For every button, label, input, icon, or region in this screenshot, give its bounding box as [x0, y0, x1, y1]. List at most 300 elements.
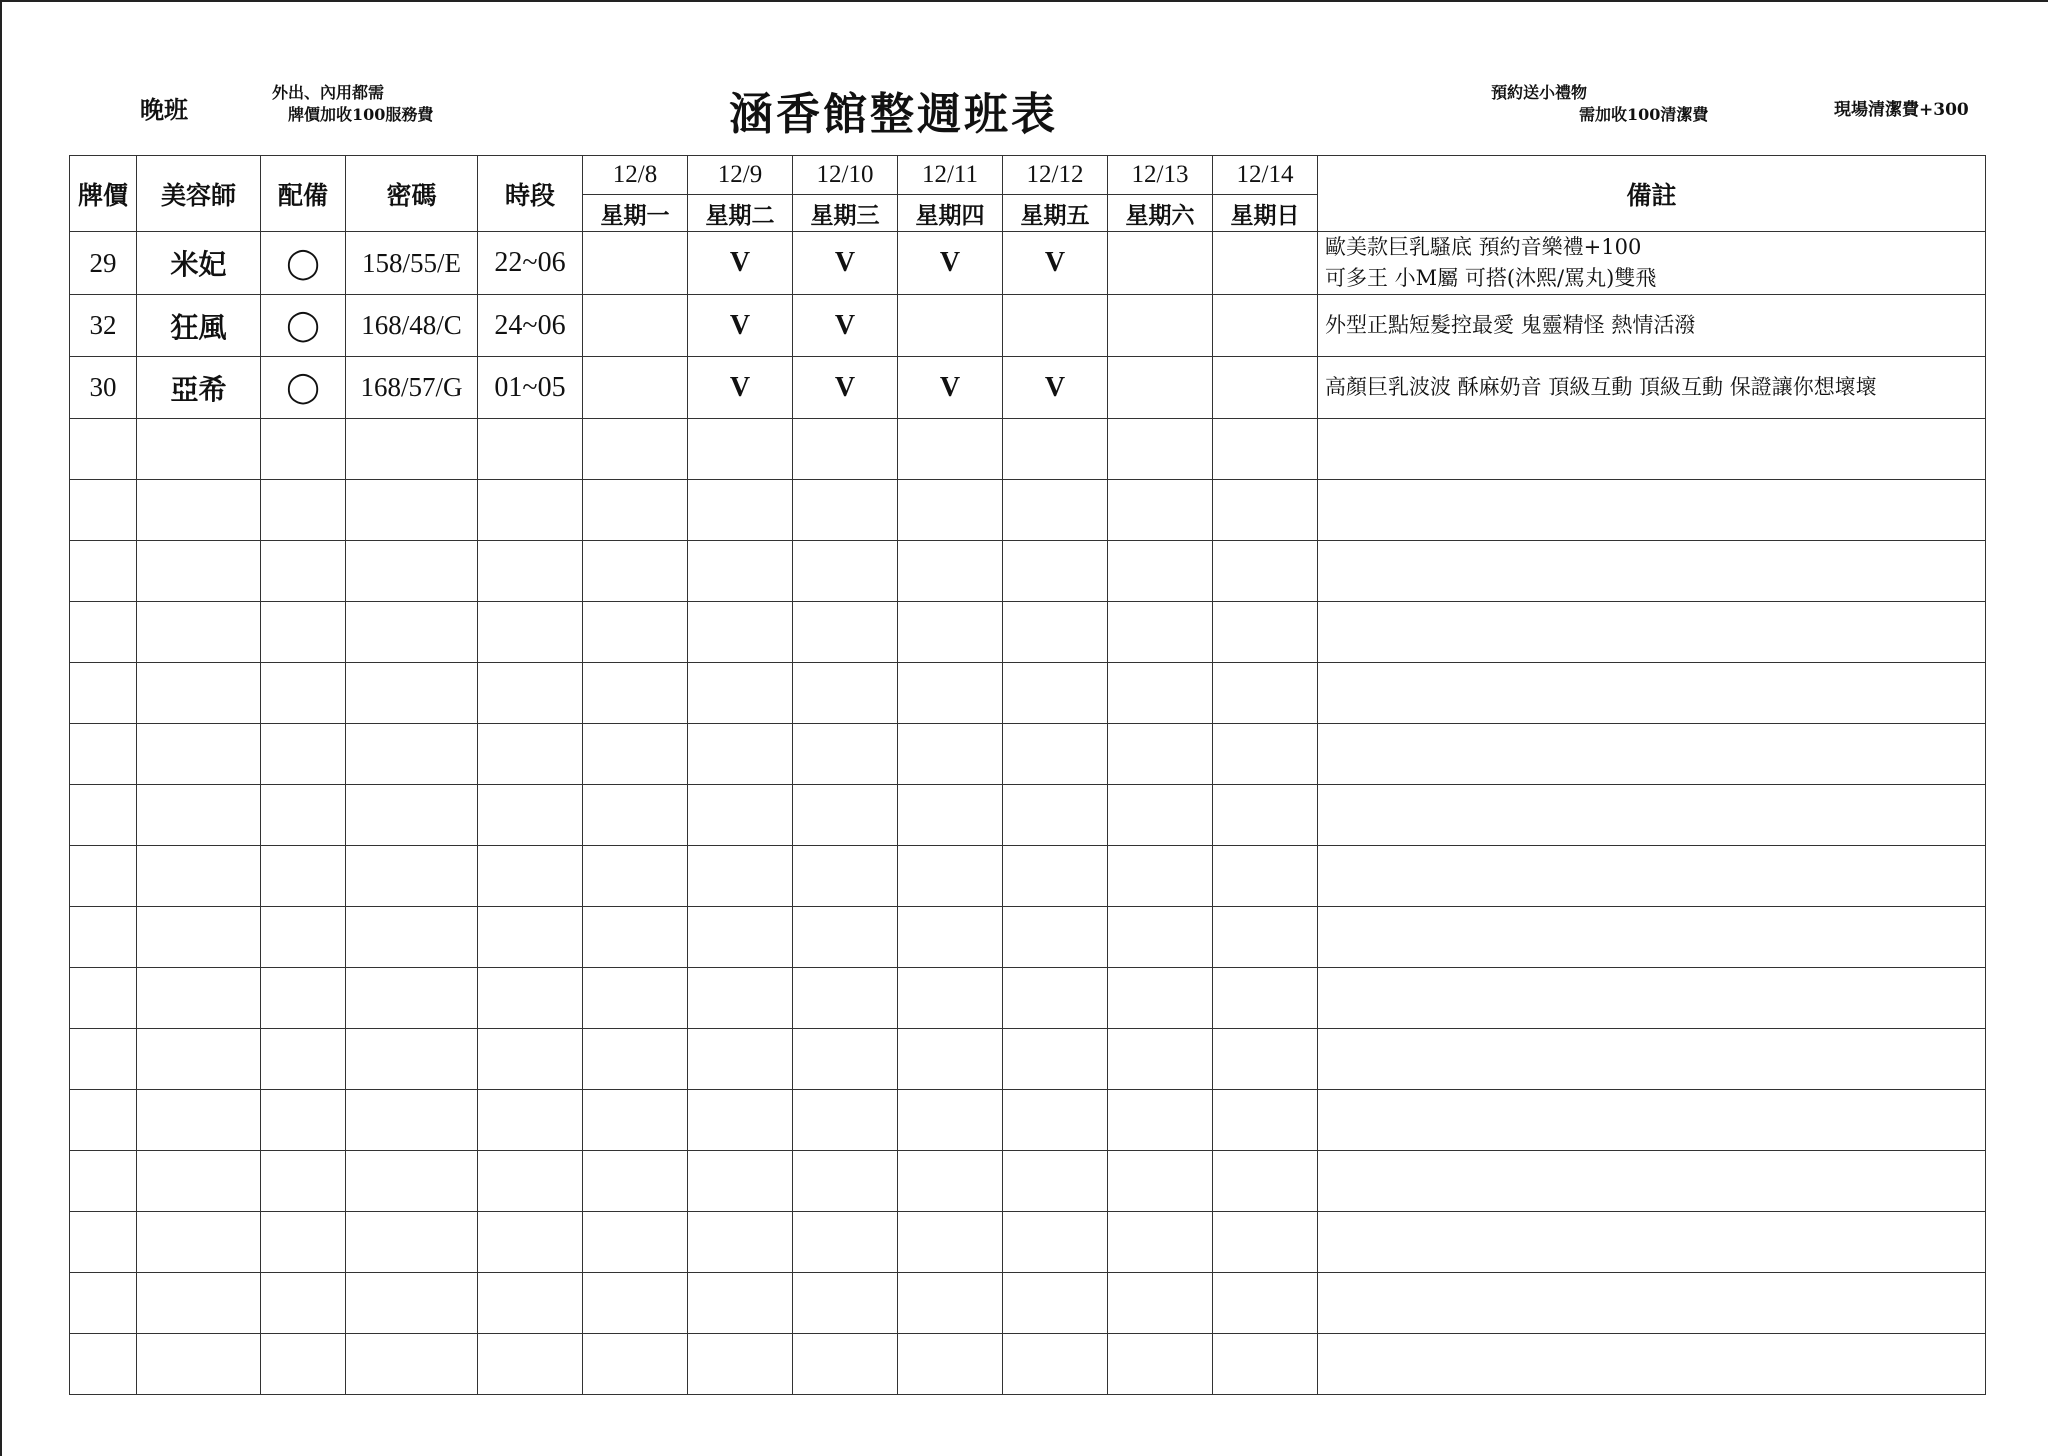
- day-shift-cell: V: [898, 232, 1003, 295]
- empty-cell: [137, 846, 261, 907]
- empty-cell: [898, 1273, 1003, 1334]
- empty-cell: [793, 663, 898, 724]
- remarks-cell: [1318, 232, 1986, 295]
- empty-cell: [793, 968, 898, 1029]
- empty-cell: [261, 1212, 346, 1273]
- empty-cell: [70, 1273, 137, 1334]
- code-cell: 168/48/C: [346, 295, 478, 357]
- day-shift-cell: [1003, 295, 1108, 357]
- empty-cell: [688, 663, 793, 724]
- empty-cell: [261, 419, 346, 480]
- empty-cell: [583, 1212, 688, 1273]
- day-shift-cell: [1213, 295, 1318, 357]
- empty-cell: [1318, 907, 1986, 968]
- empty-cell: [346, 1212, 478, 1273]
- empty-cell: [70, 785, 137, 846]
- remarks-line: 可多王 小M屬 可搭(沐熙/罵丸)雙飛: [1325, 266, 1657, 290]
- stylist-cell: 米妃: [137, 232, 261, 295]
- empty-cell: [137, 724, 261, 785]
- price-cell: 29: [70, 232, 137, 295]
- column-header-date: 12/13: [1108, 156, 1213, 195]
- stylist-cell: 亞希: [137, 357, 261, 419]
- empty-cell: [1003, 1029, 1108, 1090]
- empty-cell: [261, 785, 346, 846]
- empty-cell: [70, 907, 137, 968]
- empty-cell: [1318, 1029, 1986, 1090]
- accessory-circle-icon: ◯: [261, 357, 346, 419]
- empty-table-row: [70, 785, 1986, 846]
- empty-cell: [1108, 541, 1213, 602]
- column-header-weekday: 星期五: [1003, 195, 1108, 232]
- empty-cell: [898, 663, 1003, 724]
- empty-cell: [1003, 602, 1108, 663]
- day-shift-cell: [1108, 295, 1213, 357]
- empty-cell: [898, 846, 1003, 907]
- empty-cell: [793, 724, 898, 785]
- empty-cell: [346, 1029, 478, 1090]
- empty-cell: [1108, 480, 1213, 541]
- empty-cell: [688, 480, 793, 541]
- day-shift-cell: V: [793, 295, 898, 357]
- column-header-weekday: 星期日: [1213, 195, 1318, 232]
- empty-table-row: [70, 480, 1986, 541]
- empty-cell: [1213, 724, 1318, 785]
- service-fee-note: [272, 82, 433, 126]
- empty-cell: [793, 419, 898, 480]
- column-header-date: 12/8: [583, 156, 688, 195]
- empty-cell: [793, 480, 898, 541]
- empty-cell: [898, 1334, 1003, 1395]
- empty-table-row: [70, 1212, 1986, 1273]
- empty-cell: [583, 1334, 688, 1395]
- day-shift-cell: [583, 357, 688, 419]
- empty-cell: [346, 846, 478, 907]
- empty-cell: [688, 724, 793, 785]
- empty-cell: [1318, 1273, 1986, 1334]
- empty-cell: [1003, 419, 1108, 480]
- day-shift-cell: [1108, 232, 1213, 295]
- empty-cell: [688, 419, 793, 480]
- day-shift-cell: V: [688, 295, 793, 357]
- empty-cell: [346, 724, 478, 785]
- empty-cell: [478, 480, 583, 541]
- empty-cell: [1003, 1273, 1108, 1334]
- column-header-code: 密碼: [346, 156, 478, 232]
- empty-cell: [261, 846, 346, 907]
- day-shift-cell: V: [688, 357, 793, 419]
- code-cell: 158/55/E: [346, 232, 478, 295]
- empty-cell: [1213, 663, 1318, 724]
- empty-cell: [793, 1090, 898, 1151]
- empty-cell: [898, 1212, 1003, 1273]
- empty-table-row: [70, 1151, 1986, 1212]
- empty-cell: [1213, 968, 1318, 1029]
- empty-cell: [478, 907, 583, 968]
- empty-cell: [1318, 1334, 1986, 1395]
- empty-cell: [261, 663, 346, 724]
- empty-cell: [346, 419, 478, 480]
- empty-cell: [898, 419, 1003, 480]
- shift-label: 晚班: [140, 95, 188, 124]
- empty-cell: [70, 663, 137, 724]
- empty-cell: [688, 1151, 793, 1212]
- price-cell: 30: [70, 357, 137, 419]
- empty-cell: [1318, 724, 1986, 785]
- empty-cell: [478, 663, 583, 724]
- empty-table-row: [70, 724, 1986, 785]
- empty-cell: [898, 724, 1003, 785]
- empty-cell: [688, 968, 793, 1029]
- service-fee-note-line: 外出、內用都需: [272, 83, 385, 102]
- empty-cell: [346, 663, 478, 724]
- empty-cell: [1108, 846, 1213, 907]
- empty-cell: [137, 663, 261, 724]
- empty-cell: [137, 1212, 261, 1273]
- empty-cell: [478, 602, 583, 663]
- empty-cell: [898, 1029, 1003, 1090]
- empty-cell: [70, 846, 137, 907]
- empty-cell: [793, 541, 898, 602]
- empty-cell: [70, 1212, 137, 1273]
- empty-cell: [261, 541, 346, 602]
- empty-cell: [1108, 1090, 1213, 1151]
- empty-cell: [137, 785, 261, 846]
- table-row: [70, 357, 1986, 419]
- empty-cell: [346, 602, 478, 663]
- empty-cell: [1003, 846, 1108, 907]
- empty-cell: [793, 785, 898, 846]
- empty-cell: [70, 1090, 137, 1151]
- empty-cell: [478, 541, 583, 602]
- empty-cell: [1003, 1212, 1108, 1273]
- empty-cell: [478, 724, 583, 785]
- empty-cell: [1003, 724, 1108, 785]
- column-header-time-slot: 時段: [478, 156, 583, 232]
- empty-table-row: [70, 1029, 1986, 1090]
- empty-cell: [478, 785, 583, 846]
- empty-cell: [688, 846, 793, 907]
- remarks-cell: [1318, 357, 1986, 419]
- empty-table-row: [70, 1273, 1986, 1334]
- empty-cell: [1003, 663, 1108, 724]
- empty-cell: [1318, 1090, 1986, 1151]
- table-row: [70, 295, 1986, 357]
- empty-cell: [1108, 1212, 1213, 1273]
- empty-cell: [346, 1334, 478, 1395]
- empty-cell: [346, 1151, 478, 1212]
- empty-cell: [793, 1334, 898, 1395]
- empty-cell: [688, 1090, 793, 1151]
- time-slot-cell: 01~05: [478, 357, 583, 419]
- empty-cell: [1108, 1029, 1213, 1090]
- empty-cell: [1108, 1334, 1213, 1395]
- empty-cell: [261, 480, 346, 541]
- empty-cell: [1213, 1151, 1318, 1212]
- empty-cell: [1003, 968, 1108, 1029]
- empty-cell: [1003, 541, 1108, 602]
- empty-cell: [793, 602, 898, 663]
- empty-cell: [688, 907, 793, 968]
- empty-cell: [688, 785, 793, 846]
- empty-table-row: [70, 1090, 1986, 1151]
- empty-cell: [1213, 846, 1318, 907]
- empty-cell: [1318, 1212, 1986, 1273]
- empty-cell: [1213, 480, 1318, 541]
- day-shift-cell: V: [793, 357, 898, 419]
- empty-cell: [1318, 541, 1986, 602]
- empty-cell: [70, 724, 137, 785]
- empty-cell: [261, 1273, 346, 1334]
- empty-cell: [478, 968, 583, 1029]
- column-header-price: 牌價: [70, 156, 137, 232]
- empty-cell: [1213, 1090, 1318, 1151]
- empty-cell: [688, 541, 793, 602]
- empty-cell: [793, 1273, 898, 1334]
- empty-table-row: [70, 968, 1986, 1029]
- column-header-date: 12/9: [688, 156, 793, 195]
- empty-table-row: [70, 419, 1986, 480]
- empty-cell: [1213, 1273, 1318, 1334]
- empty-cell: [583, 785, 688, 846]
- empty-cell: [1318, 968, 1986, 1029]
- empty-cell: [583, 1029, 688, 1090]
- empty-cell: [1318, 602, 1986, 663]
- empty-cell: [1108, 663, 1213, 724]
- empty-cell: [583, 602, 688, 663]
- empty-cell: [688, 1334, 793, 1395]
- empty-cell: [1213, 785, 1318, 846]
- day-shift-cell: V: [1003, 232, 1108, 295]
- cleaning-fee-note: 現場清潔費+300: [1834, 100, 1969, 120]
- empty-cell: [1108, 1273, 1213, 1334]
- stylist-cell: 狂風: [137, 295, 261, 357]
- column-header-date: 12/14: [1213, 156, 1318, 195]
- empty-cell: [1213, 907, 1318, 968]
- gift-note-line: 預約送小禮物: [1491, 83, 1588, 102]
- remarks-line: 外型正點短髮控最愛 鬼靈精怪 熱情活潑: [1325, 313, 1696, 337]
- empty-table-row: [70, 602, 1986, 663]
- empty-cell: [583, 724, 688, 785]
- service-fee-note-line: 牌價加收100服務費: [288, 105, 434, 124]
- empty-cell: [1108, 785, 1213, 846]
- remarks-cell: [1318, 295, 1986, 357]
- empty-cell: [583, 480, 688, 541]
- empty-cell: [1108, 419, 1213, 480]
- empty-cell: [346, 968, 478, 1029]
- empty-cell: [346, 480, 478, 541]
- accessory-circle-icon: ◯: [261, 295, 346, 357]
- empty-cell: [261, 1029, 346, 1090]
- empty-table-row: [70, 663, 1986, 724]
- empty-cell: [478, 1334, 583, 1395]
- empty-cell: [583, 1090, 688, 1151]
- empty-cell: [346, 541, 478, 602]
- weekly-schedule-table: [69, 155, 1986, 1395]
- empty-cell: [1318, 663, 1986, 724]
- empty-cell: [261, 1151, 346, 1212]
- empty-table-row: [70, 541, 1986, 602]
- empty-cell: [70, 968, 137, 1029]
- empty-cell: [346, 1273, 478, 1334]
- empty-cell: [137, 968, 261, 1029]
- empty-cell: [583, 1273, 688, 1334]
- empty-cell: [137, 480, 261, 541]
- column-header-weekday: 星期四: [898, 195, 1003, 232]
- empty-cell: [70, 480, 137, 541]
- empty-cell: [1213, 419, 1318, 480]
- empty-cell: [1108, 724, 1213, 785]
- empty-cell: [1213, 602, 1318, 663]
- day-shift-cell: [1108, 357, 1213, 419]
- empty-cell: [1318, 1151, 1986, 1212]
- empty-cell: [1003, 1090, 1108, 1151]
- empty-cell: [583, 846, 688, 907]
- empty-cell: [70, 541, 137, 602]
- empty-cell: [1108, 968, 1213, 1029]
- empty-cell: [478, 1090, 583, 1151]
- empty-cell: [793, 846, 898, 907]
- empty-cell: [261, 907, 346, 968]
- empty-cell: [1003, 1334, 1108, 1395]
- empty-cell: [261, 968, 346, 1029]
- empty-cell: [1003, 480, 1108, 541]
- empty-cell: [793, 907, 898, 968]
- empty-cell: [261, 724, 346, 785]
- empty-cell: [583, 419, 688, 480]
- empty-cell: [793, 1212, 898, 1273]
- empty-cell: [70, 602, 137, 663]
- day-shift-cell: V: [898, 357, 1003, 419]
- empty-cell: [70, 1029, 137, 1090]
- empty-cell: [583, 1151, 688, 1212]
- empty-cell: [898, 541, 1003, 602]
- empty-cell: [1108, 907, 1213, 968]
- empty-cell: [1003, 785, 1108, 846]
- empty-cell: [688, 1029, 793, 1090]
- empty-cell: [137, 1151, 261, 1212]
- empty-cell: [1213, 541, 1318, 602]
- empty-cell: [583, 663, 688, 724]
- empty-cell: [346, 1090, 478, 1151]
- page-title: 涵香館整週班表: [729, 89, 1058, 140]
- time-slot-cell: 22~06: [478, 232, 583, 295]
- price-cell: 32: [70, 295, 137, 357]
- empty-cell: [478, 419, 583, 480]
- accessory-circle-icon: ◯: [261, 232, 346, 295]
- empty-cell: [261, 602, 346, 663]
- empty-cell: [346, 907, 478, 968]
- table-row: [70, 232, 1986, 295]
- empty-cell: [137, 602, 261, 663]
- day-shift-cell: [898, 295, 1003, 357]
- gift-note: [1491, 82, 1708, 126]
- empty-cell: [137, 1090, 261, 1151]
- empty-cell: [1108, 1151, 1213, 1212]
- remarks-line: 歐美款巨乳騷底 預約音樂禮+100: [1325, 235, 1642, 259]
- day-shift-cell: V: [1003, 357, 1108, 419]
- time-slot-cell: 24~06: [478, 295, 583, 357]
- column-header-weekday: 星期六: [1108, 195, 1213, 232]
- empty-cell: [1318, 419, 1986, 480]
- column-header-stylist: 美容師: [137, 156, 261, 232]
- empty-cell: [137, 419, 261, 480]
- empty-cell: [688, 602, 793, 663]
- day-shift-cell: [583, 232, 688, 295]
- day-shift-cell: [1213, 232, 1318, 295]
- code-cell: 168/57/G: [346, 357, 478, 419]
- empty-cell: [1213, 1334, 1318, 1395]
- empty-cell: [137, 1029, 261, 1090]
- day-shift-cell: V: [688, 232, 793, 295]
- empty-cell: [793, 1029, 898, 1090]
- empty-cell: [1213, 1029, 1318, 1090]
- empty-cell: [583, 907, 688, 968]
- empty-cell: [478, 1151, 583, 1212]
- empty-cell: [137, 1334, 261, 1395]
- empty-cell: [898, 785, 1003, 846]
- header-row-dates: [70, 156, 1986, 195]
- empty-cell: [261, 1334, 346, 1395]
- empty-cell: [898, 1151, 1003, 1212]
- empty-cell: [137, 907, 261, 968]
- empty-cell: [70, 1151, 137, 1212]
- empty-table-row: [70, 907, 1986, 968]
- empty-cell: [1213, 1212, 1318, 1273]
- column-header-date: 12/10: [793, 156, 898, 195]
- empty-cell: [137, 541, 261, 602]
- empty-cell: [261, 1090, 346, 1151]
- empty-cell: [793, 1151, 898, 1212]
- column-header-weekday: 星期一: [583, 195, 688, 232]
- empty-cell: [478, 1029, 583, 1090]
- day-shift-cell: V: [793, 232, 898, 295]
- remarks-line: 高顏巨乳波波 酥麻奶音 頂級互動 頂級互動 保證讓你想壞壞: [1325, 375, 1877, 399]
- empty-cell: [1318, 846, 1986, 907]
- empty-cell: [70, 419, 137, 480]
- empty-cell: [1003, 907, 1108, 968]
- empty-cell: [583, 968, 688, 1029]
- empty-cell: [688, 1212, 793, 1273]
- empty-cell: [898, 907, 1003, 968]
- empty-cell: [137, 1273, 261, 1334]
- empty-rows: [70, 419, 1986, 1395]
- column-header-weekday: 星期三: [793, 195, 898, 232]
- empty-cell: [1318, 785, 1986, 846]
- empty-cell: [346, 785, 478, 846]
- empty-cell: [898, 480, 1003, 541]
- empty-cell: [1003, 1151, 1108, 1212]
- gift-note-line: 需加收100清潔費: [1579, 105, 1709, 124]
- column-header-date: 12/11: [898, 156, 1003, 195]
- column-header-weekday: 星期二: [688, 195, 793, 232]
- empty-cell: [898, 1090, 1003, 1151]
- column-header-date: 12/12: [1003, 156, 1108, 195]
- empty-table-row: [70, 846, 1986, 907]
- column-header-remarks: 備註: [1318, 156, 1986, 232]
- empty-cell: [478, 1273, 583, 1334]
- column-header-accessory: 配備: [261, 156, 346, 232]
- empty-cell: [583, 541, 688, 602]
- empty-cell: [898, 602, 1003, 663]
- empty-cell: [688, 1273, 793, 1334]
- day-shift-cell: [583, 295, 688, 357]
- empty-cell: [478, 1212, 583, 1273]
- empty-table-row: [70, 1334, 1986, 1395]
- empty-cell: [1318, 480, 1986, 541]
- empty-cell: [898, 968, 1003, 1029]
- empty-cell: [478, 846, 583, 907]
- day-shift-cell: [1213, 357, 1318, 419]
